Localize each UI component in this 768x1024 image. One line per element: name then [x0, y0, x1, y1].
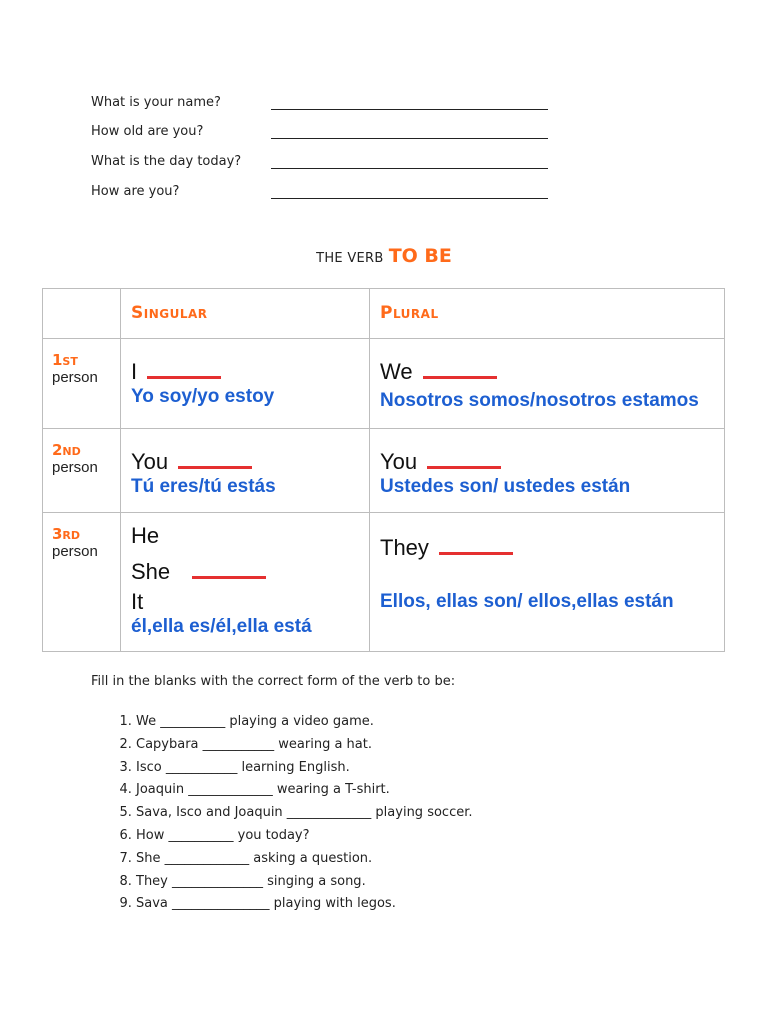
pronoun: You [380, 449, 418, 474]
blank-line [427, 450, 501, 469]
question-label: What is your name? [91, 95, 221, 110]
singular-header: Singular [121, 289, 370, 339]
blank-line [423, 360, 497, 379]
person-cell [43, 513, 121, 652]
pronoun: You [131, 449, 169, 474]
ordinal-label: 3rd [52, 525, 81, 543]
title-main: TO BE [388, 245, 452, 267]
spanish-translation: Ellos, ellas son/ ellos,ellas están [380, 591, 674, 612]
exercise-item: 9. Sava _______________ playing with legos. [136, 893, 636, 916]
plural-cell [370, 513, 725, 652]
person-cell [43, 339, 121, 429]
question-row [91, 184, 551, 206]
table-row [43, 429, 725, 513]
instructions: Fill in the blanks with the correct form of the verb to be: [91, 674, 456, 689]
blank-line [439, 536, 513, 555]
question-row [91, 124, 551, 146]
plural-cell [370, 339, 725, 429]
person-label: person [52, 369, 98, 386]
blank-line [192, 560, 266, 579]
blank-line [178, 450, 252, 469]
person-label: person [52, 543, 98, 560]
title-prefix: THE VERB [316, 251, 384, 266]
exercise-item: 4. Joaquin _____________ wearing a T-shirt. [136, 779, 636, 802]
exercise-list [91, 711, 636, 916]
pronoun: She [131, 559, 171, 584]
pronoun: I [131, 359, 138, 384]
exercise-item: 6. How __________ you today? [136, 825, 636, 848]
answer-line[interactable] [271, 198, 548, 199]
verb-table [42, 288, 725, 652]
answer-line[interactable] [271, 138, 548, 139]
singular-cell [121, 513, 370, 652]
exercise-item: 3. Isco ___________ learning English. [136, 757, 636, 780]
question-row [91, 154, 551, 176]
table-header-row [43, 289, 725, 339]
pronoun: It [131, 589, 144, 614]
spanish-translation: Ustedes son/ ustedes están [380, 476, 631, 497]
pronoun: We [380, 359, 413, 384]
exercise-item: 7. She _____________ asking a question. [136, 848, 636, 871]
blank-line [147, 360, 221, 379]
ordinal-label: 2nd [52, 441, 81, 459]
pronoun: He [131, 523, 160, 548]
exercise-item: 1. We __________ playing a video game. [136, 711, 636, 734]
exercise-item: 2. Capybara ___________ wearing a hat. [136, 734, 636, 757]
question-row [91, 95, 551, 117]
table-row [43, 339, 725, 429]
plural-cell [370, 429, 725, 513]
singular-cell [121, 339, 370, 429]
answer-line[interactable] [271, 168, 548, 169]
exercise-item: 5. Sava, Isco and Joaquin _____________ playing soccer. [136, 802, 636, 825]
exercise-item: 8. They ______________ singing a song. [136, 871, 636, 894]
spanish-translation: él,ella es/él,ella está [131, 616, 312, 637]
pronoun: They [380, 535, 429, 560]
spanish-translation: Nosotros somos/nosotros estamos [380, 390, 699, 411]
singular-cell [121, 429, 370, 513]
empty-header-cell [43, 289, 121, 339]
table-row [43, 513, 725, 652]
person-cell [43, 429, 121, 513]
question-label: How old are you? [91, 124, 204, 139]
question-label: What is the day today? [91, 154, 242, 169]
section-title [0, 245, 768, 267]
answer-line[interactable] [271, 109, 548, 110]
spanish-translation: Tú eres/tú estás [131, 476, 276, 497]
ordinal-label: 1st [52, 351, 78, 369]
spanish-translation: Yo soy/yo estoy [131, 386, 275, 407]
question-label: How are you? [91, 184, 180, 199]
plural-header: Plural [370, 289, 725, 339]
person-label: person [52, 459, 98, 476]
